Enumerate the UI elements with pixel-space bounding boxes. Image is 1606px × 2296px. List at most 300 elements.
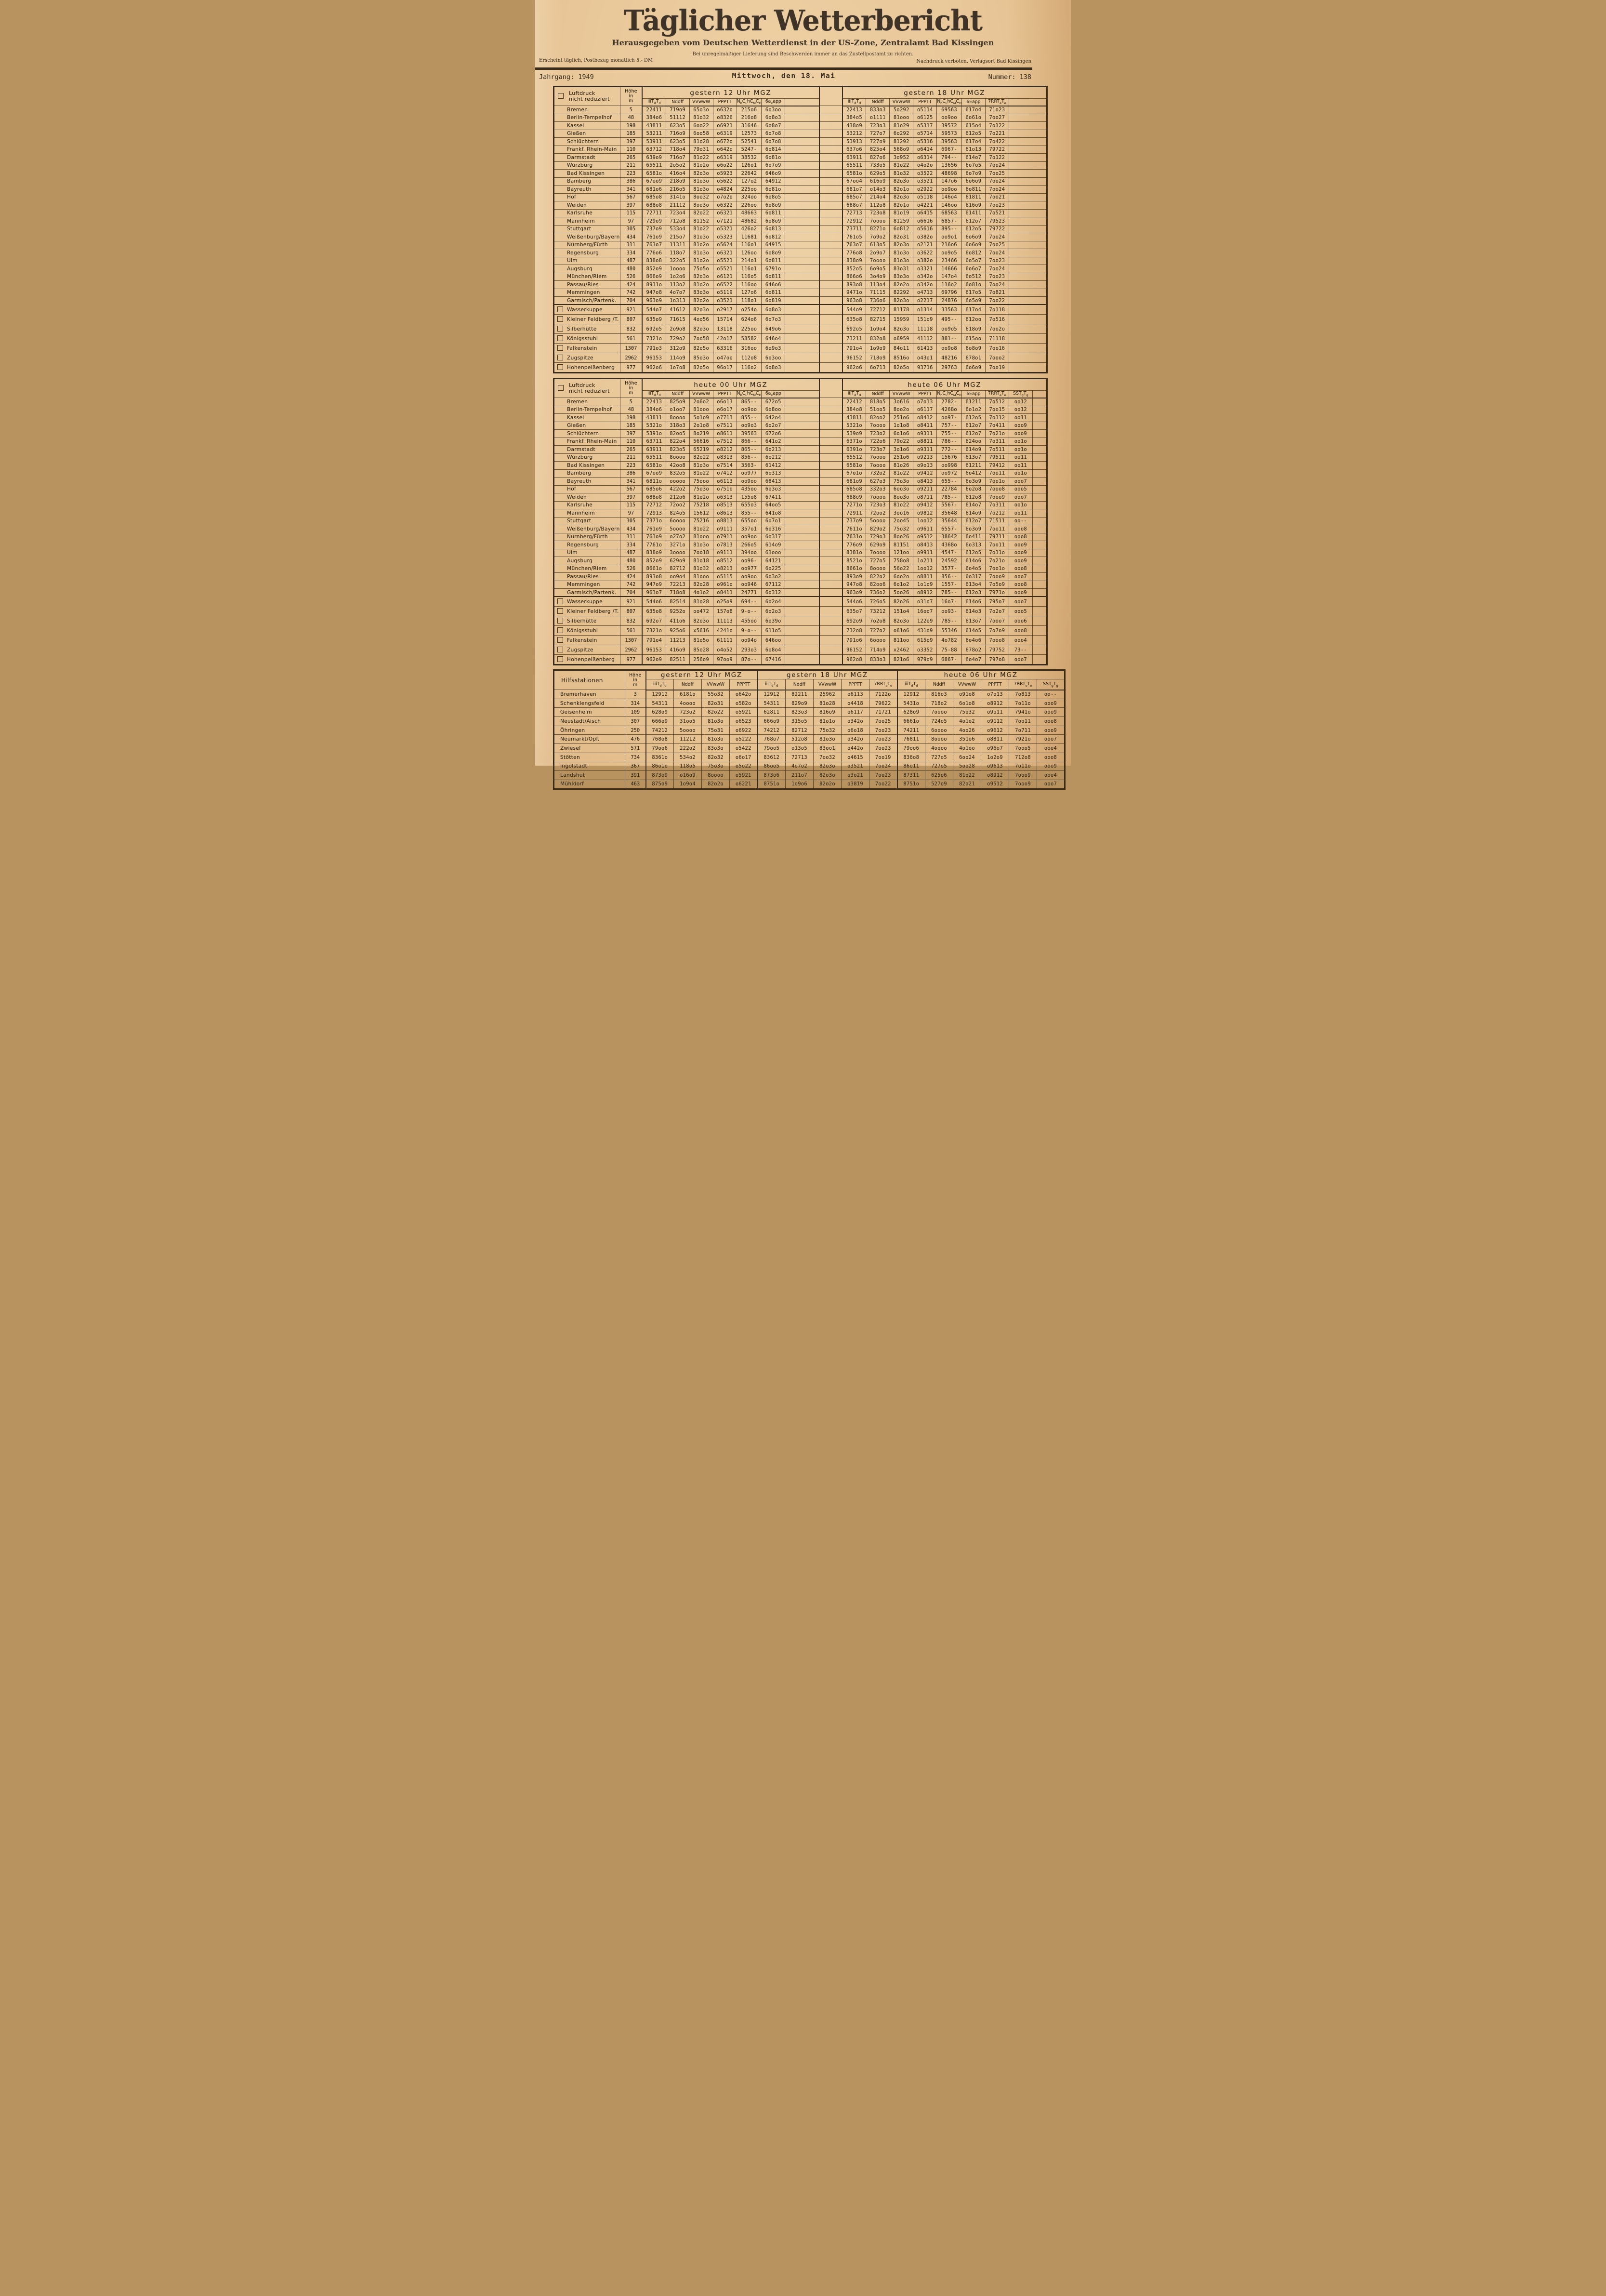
data-cell: 6o316 [762, 525, 785, 533]
data-cell: o6o17 [730, 753, 758, 762]
data-cell: 6o512 [961, 273, 985, 281]
station-wrap [554, 736, 625, 742]
data-cell: o8711 [913, 493, 937, 502]
data-cell: 35644 [937, 517, 962, 525]
station-cell [554, 209, 620, 217]
station-wrap [554, 415, 620, 421]
data-cell: 51oo5 [866, 406, 890, 414]
checkbox-zone [554, 315, 567, 324]
data-cell: 24771 [737, 589, 762, 597]
data-cell: 649o6 [762, 324, 785, 334]
data-cell: 797o8 [985, 655, 1009, 665]
data-cell: 615o4 [961, 122, 985, 130]
station-cell [554, 509, 620, 518]
data-cell: 118o7 [666, 249, 689, 257]
data-cell: 8751o [758, 780, 786, 789]
data-cell [785, 249, 819, 257]
gutter-cell [819, 177, 842, 186]
table-row [554, 708, 1065, 717]
data-cell: 672o6 [762, 430, 785, 438]
data-cell: 96o17 [713, 363, 737, 373]
data-cell: 22411 [642, 106, 666, 114]
data-cell: o9611 [913, 525, 937, 533]
data-cell: ooo7 [1009, 478, 1032, 486]
data-cell [1032, 493, 1047, 502]
table-row [554, 509, 1047, 518]
label-line: m [629, 98, 633, 104]
station-cell [554, 334, 620, 344]
data-cell: 33563 [937, 305, 962, 315]
data-cell: o6414 [913, 146, 937, 154]
station-name: Regensburg [567, 250, 599, 256]
data-cell: 612o7 [961, 517, 985, 525]
data-cell: 612o5 [961, 549, 985, 557]
data-cell: 7oo32 [814, 753, 842, 762]
data-cell: o2121 [913, 241, 937, 249]
table-row [554, 114, 1047, 122]
station-wrap [554, 250, 620, 256]
data-cell: 9471o [842, 289, 866, 297]
station-cell [554, 257, 620, 265]
data-cell: 79o22 [890, 438, 913, 446]
data-cell [1009, 225, 1047, 233]
data-cell: 82211 [786, 690, 814, 699]
data-cell: 6o6o9 [961, 233, 985, 241]
column-header: $iiiT_dT_d$ [758, 679, 786, 690]
data-cell: 875o9 [646, 780, 674, 789]
data-cell: 52541 [737, 138, 762, 146]
data-cell: 6o3oo [762, 106, 785, 114]
gutter-cell [819, 406, 842, 414]
label-line: m [633, 682, 638, 688]
data-cell [1009, 257, 1047, 265]
data-cell: 688o7 [842, 201, 866, 210]
height-cell: 704 [620, 589, 642, 597]
data-cell: 81o3o [689, 233, 713, 241]
data-cell: 81ooo [689, 406, 713, 414]
data-cell: 642o4 [762, 414, 785, 422]
data-cell: 116o5 [737, 273, 762, 281]
data-cell: o9111 [713, 525, 737, 533]
station-wrap [554, 534, 620, 540]
data-cell: 827o6 [866, 154, 890, 162]
data-cell [1009, 265, 1047, 273]
data-cell: 81o28 [689, 597, 713, 607]
meta-row [535, 71, 1032, 83]
station-name: Karlsruhe [567, 210, 593, 216]
height-cell: 487 [620, 549, 642, 557]
column-header [785, 99, 819, 106]
data-cell: 947o8 [842, 581, 866, 589]
data-cell: 8oo3o [689, 201, 713, 210]
data-cell: 75o31 [702, 726, 730, 735]
data-cell: 6581o [842, 170, 866, 178]
data-cell: o6319 [713, 154, 737, 162]
data-cell: 23466 [937, 257, 962, 265]
data-cell: o442o [842, 744, 869, 753]
station-cell [554, 324, 620, 334]
data-cell: ooo7 [1009, 493, 1032, 502]
data-cell: 1o9o6 [786, 780, 814, 789]
data-cell: 35648 [937, 509, 962, 518]
gutter-cell [819, 138, 842, 146]
group-title: gestern 18 Uhr MGZ [758, 670, 897, 679]
column-header: $6a_xapp$ [762, 99, 785, 106]
data-cell [785, 353, 819, 363]
data-cell: o5118 [913, 193, 937, 201]
data-cell: 75ooo [689, 478, 713, 486]
data-cell: 1oo12 [913, 565, 937, 573]
data-cell: 2o5o2 [666, 161, 689, 170]
data-cell: o5115 [713, 573, 737, 581]
data-cell [1032, 438, 1047, 446]
data-cell: 7oo24 [985, 281, 1009, 289]
data-cell: 7oo24 [869, 762, 897, 771]
data-cell: 81o3o [702, 717, 730, 726]
station-cell [554, 138, 620, 146]
data-cell: 6o61o [961, 114, 985, 122]
data-cell: 612o7 [961, 422, 985, 430]
station-wrap [554, 745, 625, 751]
data-cell: 81o26 [890, 462, 913, 470]
data-cell: 216o5 [666, 186, 689, 194]
station-wrap [554, 234, 620, 240]
data-cell: 151o9 [913, 315, 937, 324]
data-cell: oo9o4 [666, 573, 689, 581]
data-cell: 7631o [842, 533, 866, 541]
data-cell: 7271o [842, 501, 866, 509]
data-cell: o5622 [713, 177, 737, 186]
data-cell: 48698 [937, 170, 962, 178]
height-cell: 561 [620, 626, 642, 636]
data-cell: 79722 [985, 225, 1009, 233]
station-wrap [554, 701, 625, 706]
data-cell: ooo9 [1009, 589, 1032, 597]
data-cell: 82o3o [689, 273, 713, 281]
data-cell: 6o8o3 [762, 305, 785, 315]
data-cell: 118o5 [674, 762, 702, 771]
data-cell: 426o2 [737, 225, 762, 233]
data-cell: 394oo [737, 549, 762, 557]
station-name: Öhringen [560, 727, 585, 733]
data-cell: 681o9 [842, 478, 866, 486]
data-cell: 74212 [758, 726, 786, 735]
data-cell: 9-o-- [737, 626, 762, 636]
data-cell: 7o2o8 [866, 616, 890, 626]
data-cell: 31646 [737, 122, 762, 130]
data-cell [1032, 406, 1047, 414]
data-cell: 962o8 [842, 655, 866, 665]
data-cell: 7o122 [985, 154, 1009, 162]
data-cell: 534o2 [674, 753, 702, 762]
table-row [554, 249, 1047, 257]
data-cell: 724o5 [925, 717, 953, 726]
data-cell: 761o9 [642, 233, 666, 241]
column-header: $7RRT_eT_e$ [869, 679, 897, 690]
height-cell: 115 [620, 209, 642, 217]
height-cell: 115 [620, 501, 642, 509]
data-cell [1032, 597, 1047, 607]
data-cell: 82o22 [702, 708, 730, 717]
data-cell: 729o3 [866, 533, 890, 541]
data-cell: o8313 [713, 453, 737, 462]
data-cell [785, 122, 819, 130]
data-cell: 761o5 [842, 233, 866, 241]
data-cell: 438o9 [842, 122, 866, 130]
data-cell [1009, 106, 1047, 114]
height-cell: 1307 [620, 636, 642, 645]
data-cell: 646o9 [762, 170, 785, 178]
checkbox-zone [554, 363, 567, 372]
data-cell: o3521 [842, 762, 869, 771]
data-cell [785, 453, 819, 462]
data-cell: 761o9 [642, 525, 666, 533]
data-cell: 821o6 [890, 655, 913, 665]
data-cell: 893o8 [642, 573, 666, 581]
data-cell: 6o8oo [762, 406, 785, 414]
data-cell: o31o7 [913, 597, 937, 607]
station-cell [554, 735, 625, 744]
height-cell: 198 [620, 122, 642, 130]
data-cell: 81o22 [953, 771, 981, 780]
data-cell: 6581o [842, 462, 866, 470]
station-name: Berlin-Tempelhof [567, 115, 612, 121]
data-cell: 6o212 [762, 453, 785, 462]
data-cell: 838o8 [642, 257, 666, 265]
data-cell: 82o1o [890, 186, 913, 194]
station-name: München/Riem [567, 274, 607, 280]
station-name: München/Riem [567, 566, 607, 572]
data-cell: 6o5o9 [961, 297, 985, 305]
data-cell: 6o8o9 [961, 344, 985, 353]
data-cell: o6o17 [713, 406, 737, 414]
data-cell: oo1o [1009, 469, 1032, 478]
data-cell: 7o118 [985, 305, 1009, 315]
data-cell: 72213 [666, 581, 689, 589]
data-cell [785, 462, 819, 470]
data-cell: 5o1o9 [689, 414, 713, 422]
data-cell: 7oo19 [869, 753, 897, 762]
weather-report-page [535, 0, 1071, 787]
data-cell: 7o511 [985, 446, 1009, 454]
data-cell: 617o4 [961, 138, 985, 146]
station-cell [554, 170, 620, 178]
data-cell: 641o8 [762, 509, 785, 518]
data-cell: 612o8 [961, 493, 985, 502]
data-cell: 215o6 [737, 106, 762, 114]
data-cell: o8512 [713, 557, 737, 565]
column-header [1009, 99, 1047, 106]
data-cell: o5921 [730, 708, 758, 717]
checkbox-mark [557, 364, 563, 370]
data-cell: 31oo5 [674, 717, 702, 726]
data-cell: 678o2 [961, 645, 985, 655]
data-cell: 716o9 [666, 130, 689, 138]
data-cell: 67oo9 [642, 469, 666, 478]
data-cell: 71721 [869, 708, 897, 717]
data-cell: o5321 [713, 225, 737, 233]
data-cell: 72912 [842, 217, 866, 226]
data-cell [1032, 478, 1047, 486]
gutter-cell [819, 636, 842, 645]
volume-label: Jahrgang: 1949 [539, 73, 594, 81]
data-cell: 81ooo [689, 573, 713, 581]
data-cell: 83o3o [702, 744, 730, 753]
data-cell: 785-- [937, 616, 962, 626]
data-cell: 87311 [897, 771, 925, 780]
data-cell: 873o9 [646, 771, 674, 780]
data-cell: 12573 [737, 130, 762, 138]
data-cell: 758o8 [890, 557, 913, 565]
column-header: $iiiT_dT_d$ [897, 679, 925, 690]
data-cell: 82oo6 [866, 581, 890, 589]
data-cell: 64912 [762, 177, 785, 186]
gutter-cell [819, 334, 842, 344]
data-cell: 64915 [762, 241, 785, 249]
gutter-cell [819, 607, 842, 616]
data-cell: o9112 [981, 717, 1009, 726]
data-cell: 681o7 [842, 186, 866, 194]
station-name: Nürnberg/Fürth [567, 534, 608, 540]
column-header: $7RRT_eT_e$ [985, 99, 1009, 106]
data-cell: 6o313 [762, 469, 785, 478]
data-cell: 8521o [842, 557, 866, 565]
gutter-cell [819, 438, 842, 446]
data-cell: o3o21 [842, 771, 869, 780]
data-cell: 544o9 [842, 305, 866, 315]
data-cell: 22413 [642, 398, 666, 406]
data-cell: o6321 [713, 209, 737, 217]
data-cell: 65219 [689, 446, 713, 454]
data-cell: o16o9 [674, 771, 702, 780]
station-wrap [554, 645, 620, 654]
data-cell: o3522 [913, 170, 937, 178]
data-cell: 61413 [913, 344, 937, 353]
data-cell: 81o22 [689, 525, 713, 533]
data-cell: 829o9 [786, 699, 814, 708]
checkbox-mark [557, 326, 563, 332]
table-row [554, 334, 1047, 344]
station-name: Würzburg [567, 162, 593, 169]
group-title: heute 00 Uhr MGZ [642, 379, 819, 391]
data-cell: 4547- [937, 549, 962, 557]
data-cell: 7o516 [985, 315, 1009, 324]
data-cell: o61o6 [890, 626, 913, 636]
station-name: Wasserkuppe [567, 598, 603, 605]
height-cell: 311 [620, 241, 642, 249]
data-cell: 15959 [890, 315, 913, 324]
data-cell: 4o782 [937, 636, 962, 645]
station-wrap [554, 616, 620, 625]
data-cell: 727o9 [866, 138, 890, 146]
station-name: Kleiner Feldberg /T. [567, 608, 619, 614]
data-cell: 8oo2o [890, 406, 913, 414]
data-cell: 6o6o9 [961, 241, 985, 249]
data-cell: 692o9 [842, 616, 866, 626]
data-cell: 59573 [937, 130, 962, 138]
data-cell [1032, 607, 1047, 616]
data-cell: 726o5 [866, 597, 890, 607]
data-cell: ooo9 [1037, 762, 1065, 771]
data-cell: 81178 [890, 305, 913, 315]
data-cell: 963o7 [642, 589, 666, 597]
data-cell: o382o [913, 257, 937, 265]
station-name: Landshut [560, 772, 585, 779]
data-cell: o6117 [842, 708, 869, 717]
data-cell: o6o13 [713, 398, 737, 406]
height-cell: 185 [620, 130, 642, 138]
gutter-cell [819, 414, 842, 422]
data-cell: 16o7- [937, 597, 962, 607]
data-cell: o9512 [913, 533, 937, 541]
gutter-cell [819, 233, 842, 241]
data-cell: 3577- [937, 565, 962, 573]
label-line: Hilfsstationen [561, 677, 603, 684]
data-cell: o3521 [713, 297, 737, 305]
table-row [554, 607, 1047, 616]
table-row [554, 225, 1047, 233]
data-cell: 776o9 [842, 541, 866, 549]
data-cell: 6661o [897, 717, 925, 726]
data-cell: 7941o [1009, 708, 1037, 717]
data-cell: o9111 [713, 549, 737, 557]
data-cell: 719o9 [666, 106, 689, 114]
data-cell: 6oo58 [689, 130, 713, 138]
data-cell: 7oo23 [869, 726, 897, 735]
column-header: $iiiT_dT_d$ [842, 391, 866, 398]
data-cell: 14666 [937, 265, 962, 273]
data-cell: 4oooo [925, 744, 953, 753]
data-cell: 74212 [646, 726, 674, 735]
station-wrap [554, 486, 620, 492]
station-name: Augsburg [567, 557, 592, 564]
data-cell: 64oo5 [762, 501, 785, 509]
data-cell [785, 138, 819, 146]
station-name: Kleiner Feldberg /T. [567, 316, 619, 322]
data-cell: ooo9 [1009, 549, 1032, 557]
data-cell [785, 541, 819, 549]
data-cell: 83612 [758, 753, 786, 762]
data-cell: 81ooo [689, 533, 713, 541]
data-cell [1032, 501, 1047, 509]
station-wrap [554, 290, 620, 295]
station-cell [554, 780, 625, 789]
data-cell: 7oo24 [985, 249, 1009, 257]
data-cell: 723o2 [674, 708, 702, 717]
data-cell: 55o32 [702, 690, 730, 699]
station-wrap [554, 274, 620, 279]
data-cell: 83oo1 [814, 744, 842, 753]
data-cell [1009, 122, 1047, 130]
gutter-cell [819, 241, 842, 249]
data-cell: 72913 [642, 509, 666, 518]
data-cell: 67411 [762, 493, 785, 502]
data-cell: oo11 [1009, 414, 1032, 422]
station-wrap [554, 597, 620, 606]
data-cell: 544o7 [642, 305, 666, 315]
data-cell: 69796 [937, 289, 962, 297]
data-cell: 3o952 [890, 154, 913, 162]
data-cell: 8oooo [666, 414, 689, 422]
data-cell: 81o29 [890, 122, 913, 130]
station-cell [554, 344, 620, 353]
data-cell: 82o3o [689, 324, 713, 334]
station-name: Passau/Ries [567, 281, 599, 288]
data-cell: 6857- [937, 217, 962, 226]
station-cell [554, 161, 620, 170]
data-cell: 5391o [642, 430, 666, 438]
checkbox-mark [557, 618, 563, 624]
